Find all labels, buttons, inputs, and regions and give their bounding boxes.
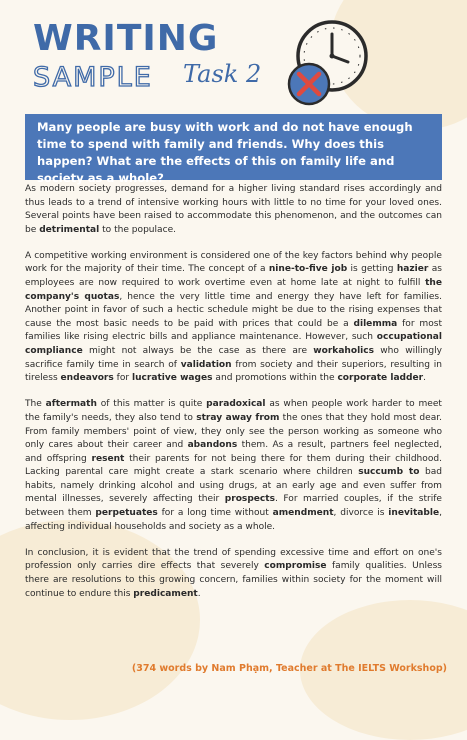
vocabulary-highlight: the company's quotas (25, 278, 442, 302)
essay-text: , divorce is (333, 508, 389, 519)
vocabulary-highlight: resent (91, 453, 125, 464)
vocabulary-highlight: predicament (133, 588, 198, 599)
essay-paragraph-effects (25, 398, 442, 534)
essay-text: as employees are now required to work overtime even at home late at night to fulfill (25, 264, 442, 289)
essay-text: As modern society progresses, demand for a higher living standard rises accordingly and thus leads to a trend of intensive working hours with little to no time for your loved ones. Several points have been raised to accommodate this phenomenon, and the outcomes can be (25, 184, 442, 235)
title-writing: WRITING (33, 18, 219, 59)
vocabulary-highlight: aftermath (45, 399, 97, 410)
vocabulary-highlight: validation (180, 359, 232, 370)
essay-text: , affecting individual households and society as a whole. (25, 508, 442, 532)
vocabulary-highlight: endeavors (60, 373, 114, 384)
essay-text: from society and their superiors, resulting in tireless (25, 359, 443, 384)
question-box: Many people are busy with work and do not have enough time to spend with family and friends. Why does this happen? What are the effects of this on family life and society as a whole? (25, 114, 442, 180)
vocabulary-highlight: stray away from (196, 412, 280, 423)
vocabulary-highlight: dilemma (353, 318, 398, 329)
vocabulary-highlight: amendment (272, 508, 334, 519)
vocabulary-highlight: prospects (224, 494, 276, 505)
vocabulary-highlight: inevitable (388, 508, 440, 519)
vocabulary-highlight: occupational compliance (25, 332, 442, 357)
essay-text: for (113, 373, 132, 384)
vocabulary-highlight: paradoxical (206, 399, 266, 410)
essay-text: In conclusion, it is evident that the trend of spending excessive time and effort on one's profession only carries dire effects that severely (25, 547, 442, 572)
essay-text: . (423, 373, 426, 384)
essay-text: as when people work harder to meet the family's needs, they also tend to (25, 399, 442, 423)
vocabulary-highlight: lucrative wages (132, 373, 213, 384)
essay-text: . For married couples, if the strife between them (25, 494, 442, 519)
essay-text: The (25, 399, 46, 410)
vocabulary-highlight: corporate ladder (337, 373, 424, 384)
essay-text: , hence the very little time and energy they have left for families. Another point in favor of such a hectic schedule might be due to the rising expenses that cause the most basic needs to be paid with prices that could be a (25, 291, 442, 329)
essay-text: them. As a result, partners feel neglected, and offspring (25, 440, 442, 464)
essay-text: of this matter is quite (96, 399, 207, 410)
vocabulary-highlight: detrimental (39, 224, 100, 235)
essay-text: bad habits, namely drinking alcohol and using drugs, at an early age and even suffer from mental illnesses, severely affecting their (25, 467, 442, 505)
vocabulary-highlight: workaholics (313, 346, 375, 357)
essay-paragraph-introduction (25, 183, 442, 237)
clock-with-cross-icon (272, 10, 382, 120)
vocabulary-highlight: compromise (264, 561, 327, 572)
vocabulary-highlight: perpetuates (95, 508, 158, 519)
essay-text: . (197, 588, 201, 599)
vocabulary-highlight: nine-to-five job (268, 264, 348, 275)
title-task: Task 2 (183, 60, 262, 88)
author-credit: (374 words by Nam Phạm, Teacher at The IELTS Workshop) (131, 663, 447, 674)
essay-text: their parents for not being there for them during their childhood. Lacking parental care might create a stark scenario where children (25, 453, 442, 478)
essay-body (25, 183, 442, 614)
essay-text: family qualities. Unless there are resolutions to this growing concern, families within society for the moment will continue to endure this (25, 561, 442, 599)
essay-text: A competitive working environment is considered one of the key factors behind why people work for the majority of their time. The concept of a (25, 250, 442, 275)
essay-text: might not always be the case as there are (82, 346, 314, 357)
essay-text: is getting (347, 264, 397, 275)
essay-text: who willingly sacrifice family time in search of (25, 346, 443, 370)
essay-text: to the populace. (99, 224, 177, 235)
essay-text: the ones that they hold most dear. From family members' point of view, they only see the person working as someone who only cares about their career and (25, 412, 442, 451)
essay-text: for most families like rising electric bills and appliance maintenance. However, such (25, 318, 442, 343)
essay-text: for a long time without (157, 508, 273, 519)
essay-text: and promotions within the (212, 373, 338, 384)
essay-paragraph-conclusion (25, 547, 442, 601)
title-sample: SAMPLE (33, 62, 153, 93)
vocabulary-highlight: hazier (396, 264, 429, 275)
vocabulary-highlight: abandons (187, 440, 238, 451)
essay-paragraph-causes (25, 250, 442, 386)
vocabulary-highlight: succumb to (358, 467, 420, 478)
header (0, 0, 467, 112)
